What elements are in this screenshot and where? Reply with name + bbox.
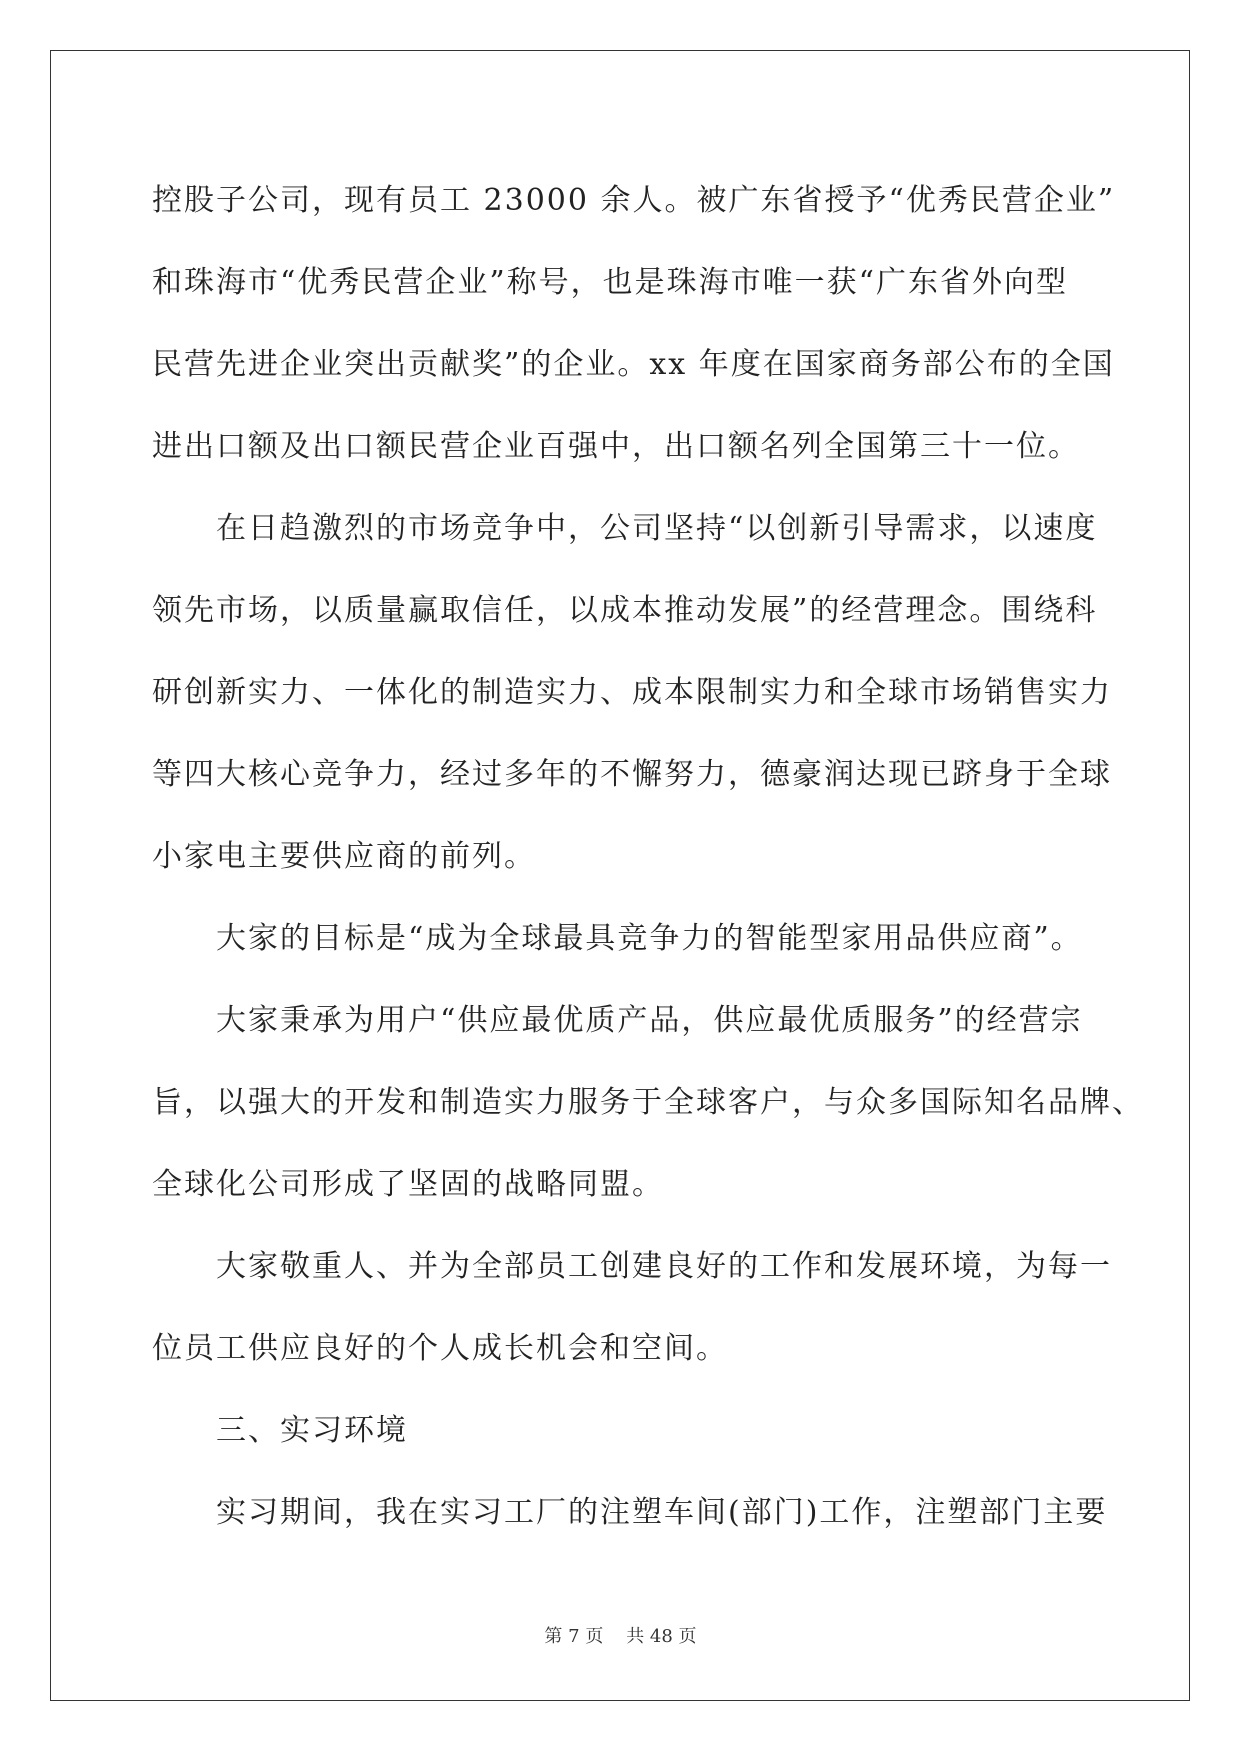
text-line-1: 控股子公司，现有员工 23000 余人。被广东省授予“优秀民营企业” [152, 183, 1116, 218]
text-line-7: 研创新实力、一体化的制造实力、成本限制实力和全球市场销售实力 [152, 675, 1112, 710]
text-line-17: 实习期间，我在实习工厂的注塑车间(部门)工作，注塑部门主要 [216, 1495, 1108, 1530]
text-line-15: 位员工供应良好的个人成长机会和空间。 [152, 1331, 728, 1366]
text-line-4: 进出口额及出口额民营企业百强中，出口额名列全国第三十一位。 [152, 429, 1080, 464]
text-line-2: 和珠海市“优秀民营企业”称号，也是珠海市唯一获“广东省外向型 [152, 265, 1069, 300]
section-heading: 三、实习环境 [216, 1413, 408, 1448]
text-line-3: 民营先进企业突出贡献奖”的企业。xx 年度在国家商务部公布的全国 [152, 347, 1115, 382]
text-line-8: 等四大核心竞争力，经过多年的不懈努力，德豪润达现已跻身于全球 [152, 757, 1112, 792]
text-line-12: 旨，以强大的开发和制造实力服务于全球客户，与众多国际知名品牌、 [152, 1085, 1144, 1120]
page-number-footer: 第 7 页 共 48 页 [544, 1626, 697, 1647]
text-line-13: 全球化公司形成了坚固的战略同盟。 [152, 1167, 664, 1202]
text-line-11: 大家秉承为用户“供应最优质产品，供应最优质服务”的经营宗 [216, 1003, 1083, 1038]
text-line-14: 大家敬重人、并为全部员工创建良好的工作和发展环境，为每一 [216, 1249, 1112, 1284]
text-line-6: 领先市场，以质量赢取信任，以成本推动发展”的经营理念。围绕科 [152, 593, 1098, 628]
document-body [152, 160, 1144, 1554]
text-line-9: 小家电主要供应商的前列。 [152, 839, 536, 874]
text-line-5: 在日趋激烈的市场竞争中，公司坚持“以创新引导需求，以速度 [216, 511, 1098, 546]
text-line-10: 大家的目标是“成为全球最具竞争力的智能型家用品供应商”。 [216, 921, 1083, 956]
